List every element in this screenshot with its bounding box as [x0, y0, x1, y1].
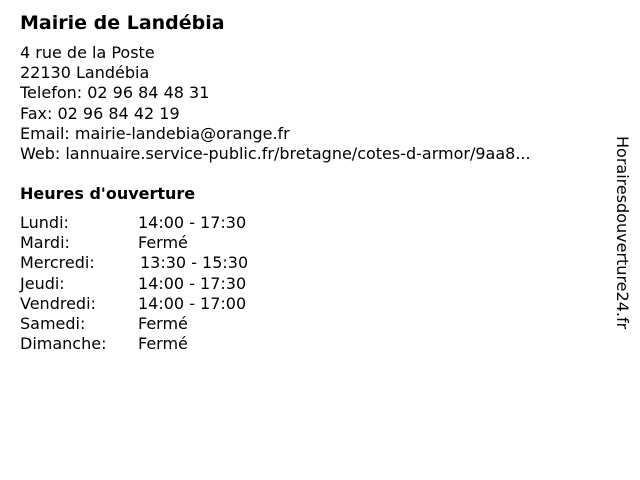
time-value: Fermé: [138, 233, 188, 253]
day-label: Mardi:: [20, 233, 70, 253]
day-label: Vendredi:: [20, 293, 96, 313]
brand-text: Horairesdouverture24.fr: [613, 136, 632, 330]
hours-row-thursday: [20, 274, 320, 294]
time-value: 14:00 - 17:00: [138, 293, 247, 313]
time-value: 13:30 - 15:30: [140, 253, 249, 273]
day-label: Lundi:: [20, 213, 69, 232]
fax-number: Fax: 02 96 84 42 19: [20, 103, 180, 123]
hours-row-tuesday: [20, 233, 320, 253]
day-label: Dimanche:: [20, 334, 107, 354]
time-value: Fermé: [138, 313, 188, 333]
contact-block: [20, 43, 531, 164]
time-value: 14:00 - 17:30: [138, 273, 247, 293]
time-value: 14:00 - 17:30: [138, 213, 247, 232]
day-label: Jeudi:: [20, 273, 65, 293]
website-link: Web: lannuaire.service-public.fr/bretagne/cotes-d-armor/9aa8...: [20, 144, 531, 164]
day-label: Samedi:: [20, 313, 86, 333]
hours-row-sunday: [20, 334, 320, 354]
time-value: Fermé: [138, 334, 188, 354]
hours-row-friday: [20, 294, 320, 314]
hours-heading: Heures d'ouverture: [20, 184, 196, 203]
hours-row-saturday: [20, 314, 320, 334]
day-label: Mercredi:: [20, 253, 95, 273]
hours-row-monday: [20, 213, 320, 233]
postal-city: 22130 Landébia: [20, 63, 150, 83]
hours-row-wednesday: [20, 253, 320, 273]
brand-watermark: [612, 136, 632, 368]
phone-number: Telefon: 02 96 84 48 31: [20, 83, 210, 103]
street-address: 4 rue de la Poste: [20, 43, 155, 62]
email-address: Email: mairie-landebia@orange.fr: [20, 123, 290, 143]
opening-hours-list: [20, 213, 320, 354]
page-title: Mairie de Landébia: [20, 12, 225, 34]
